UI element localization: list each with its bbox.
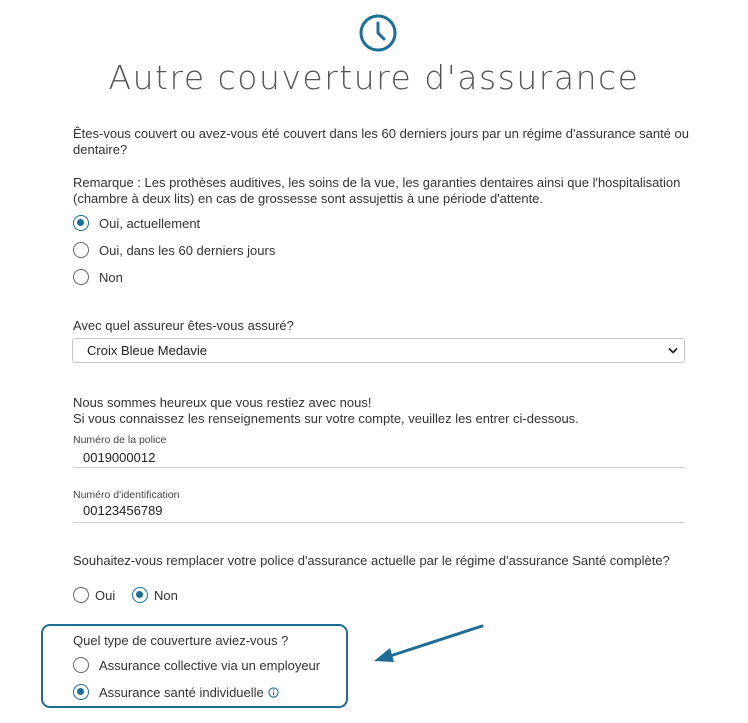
radio-non[interactable]: [73, 269, 123, 285]
radio-button-checked[interactable]: [73, 215, 89, 231]
radio-oui-60-jours[interactable]: [73, 242, 275, 258]
insurer-selected-value: Croix Bleue Medavie: [87, 343, 207, 358]
waiting-period-note-line1: Remarque : Les prothèses auditives, les soins de la vue, les garanties dentaires ainsi que l'hospitalisation: [73, 175, 681, 190]
radio-assurance-individuelle[interactable]: [73, 684, 279, 700]
radio-label: Oui, dans les 60 derniers jours: [99, 242, 276, 258]
account-info-instructions: Si vous connaissez les renseignements sur votre compte, veuillez les entrer ci-dessous.: [73, 411, 579, 426]
radio-oui-actuellement[interactable]: [73, 215, 200, 231]
radio-label: Non: [99, 269, 123, 285]
radio-button[interactable]: [73, 587, 89, 603]
radio-button-checked[interactable]: [73, 684, 89, 700]
radio-label: Oui: [95, 587, 116, 603]
radio-replace-oui[interactable]: [73, 587, 115, 603]
welcome-back-text: Nous sommes heureux que vous restiez avec nous!: [73, 395, 372, 410]
chevron-down-icon: [668, 346, 678, 356]
policy-number-field[interactable]: 0019000012: [83, 450, 156, 465]
annotation-arrow-icon: [370, 622, 490, 664]
replace-policy-question: Souhaitez-vous remplacer votre police d'assurance actuelle par le régime d'assurance Santé complète?: [73, 553, 670, 568]
radio-label: Non: [154, 587, 178, 603]
radio-label: Oui, actuellement: [99, 215, 201, 231]
coverage-question-line1: Êtes-vous couvert ou avez-vous été couvert dans les 60 derniers jours par un régime d'assurance santé ou: [73, 126, 689, 141]
radio-button[interactable]: [73, 657, 89, 673]
waiting-period-note-line2: (chambre à deux lits) en cas de grossesse sont assujettis à une période d'attente.: [73, 191, 544, 206]
insurer-select[interactable]: [72, 338, 685, 363]
id-number-label: Numéro d'identification: [73, 489, 180, 501]
radio-replace-non[interactable]: [132, 587, 178, 603]
insurer-label: Avec quel assureur êtes-vous assuré?: [73, 318, 294, 333]
policy-number-label: Numéro de la police: [73, 434, 167, 446]
radio-label: Assurance collective via un employeur: [99, 657, 321, 673]
radio-button[interactable]: [73, 269, 89, 285]
policy-number-underline: [73, 467, 685, 468]
coverage-type-label: Quel type de couverture aviez-vous ?: [73, 633, 289, 648]
info-icon[interactable]: [268, 687, 279, 698]
coverage-question-line2: dentaire?: [73, 142, 128, 157]
radio-assurance-collective[interactable]: [73, 657, 320, 673]
page-title: Autre couverture d'assurance: [108, 58, 640, 97]
clock-icon: [359, 14, 397, 52]
radio-label: Assurance santé individuelle: [99, 684, 264, 700]
radio-button[interactable]: [73, 242, 89, 258]
radio-button-checked[interactable]: [132, 587, 148, 603]
id-number-underline: [73, 522, 685, 523]
id-number-field[interactable]: 00123456789: [83, 503, 163, 518]
